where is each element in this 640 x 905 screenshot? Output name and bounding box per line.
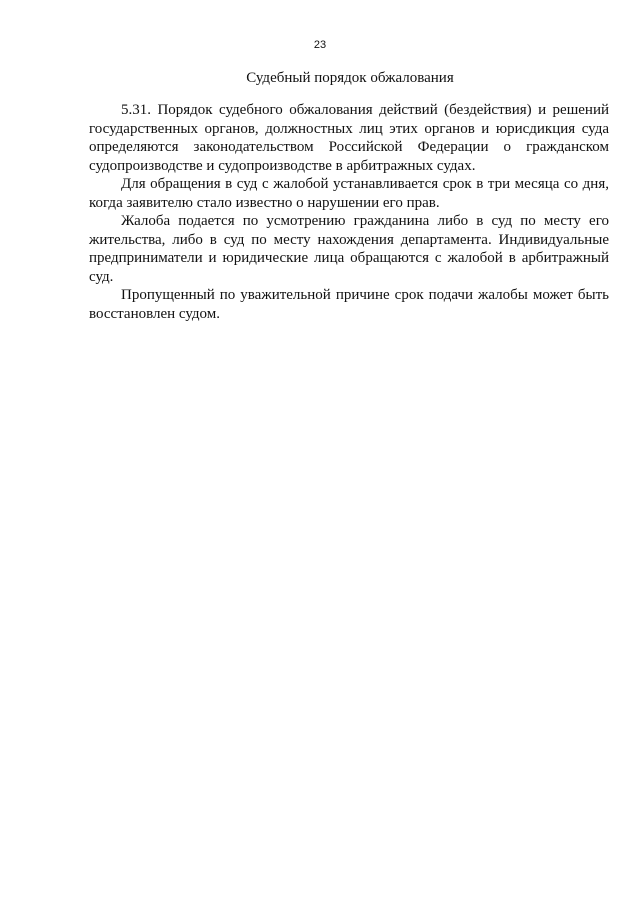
body-text: [89, 101, 609, 323]
paragraph-deadline-restoration: Пропущенный по уважительной причине срок подачи жалобы может быть восстановлен судом.: [89, 287, 609, 322]
section-title: Судебный порядок обжалования: [246, 70, 454, 86]
paragraph-appeal-deadline: Для обращения в суд с жалобой устанавливается срок в три месяца со дня, когда заявителю стало известно о нарушении его прав.: [89, 176, 609, 211]
paragraph-court-jurisdiction: Жалоба подается по усмотрению гражданина либо в суд по месту его жительства, либо в суд по месту нахождения департамента. Индивидуальные предприниматели и юридические лица обращаются с жалобой в арбитражный суд.: [89, 213, 609, 285]
paragraph-5-31: 5.31. Порядок судебного обжалования действий (бездействия) и решений государственных органов, должностных лиц этих органов и юрисдикция суда определяются законодательством Российской Федерации о гражданском судопроизводстве и судопроизводстве в арбитражных судах.: [89, 102, 609, 174]
page-number: 23: [313, 39, 327, 51]
